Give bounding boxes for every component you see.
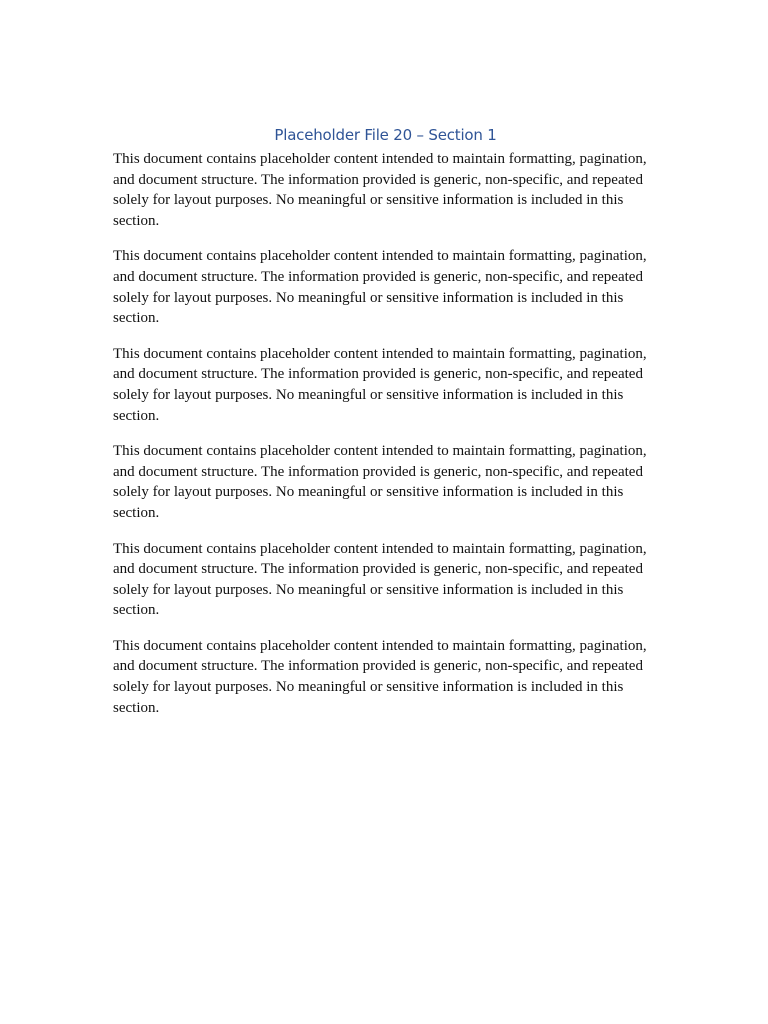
paragraph-3: This document contains placeholder content intended to maintain formatting, pagination, and document structure. The information provided is generic, non-specific, and repeated solely for layout purposes. No meaningful or sensitive information is included in this section. xyxy=(113,345,647,424)
paragraph-2: This document contains placeholder content intended to maintain formatting, pagination, and document structure. The information provided is generic, non-specific, and repeated solely for layout purposes. No meaningful or sensitive information is included in this section. xyxy=(113,248,647,327)
document-title: Placeholder File 20 – Section 1 xyxy=(274,126,497,144)
paragraph-4: This document contains placeholder content intended to maintain formatting, pagination, and document structure. The information provided is generic, non-specific, and repeated solely for layout purposes. No meaningful or sensitive information is included in this section. xyxy=(113,443,647,521)
paragraph-5: This document contains placeholder content intended to maintain formatting, pagination, and document structure. The information provided is generic, non-specific, and repeated solely for layout purposes. No meaningful or sensitive information is included in this section. xyxy=(113,540,647,619)
paragraph-1: This document contains placeholder content intended to maintain formatting, pagination, and document structure. The information provided is generic, non-specific, and repeated solely for layout purposes. No meaningful or sensitive information is included in this section. xyxy=(113,151,647,229)
document-body xyxy=(113,124,658,733)
paragraph-6: This document contains placeholder content intended to maintain formatting, pagination, and document structure. The information provided is generic, non-specific, and repeated solely for layout purposes. No meaningful or sensitive information is included in this section. xyxy=(113,637,647,716)
